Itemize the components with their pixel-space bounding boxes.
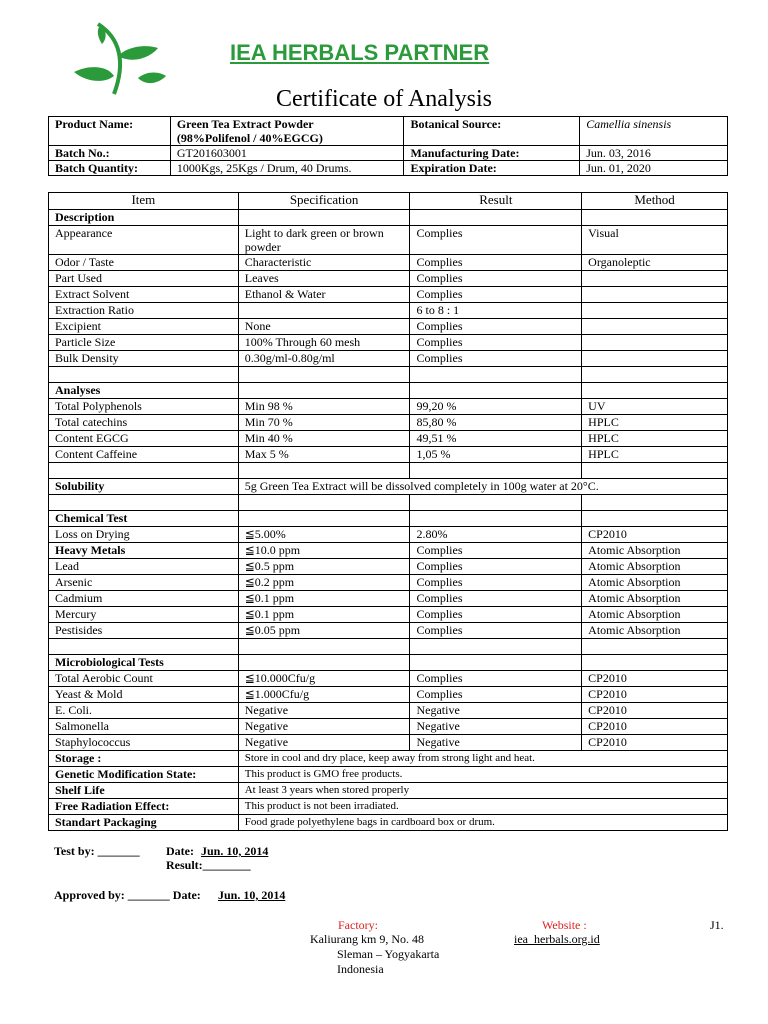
footer-row-value: This product is GMO free products. xyxy=(238,767,727,783)
mfg-date-label: Manufacturing Date: xyxy=(404,146,580,161)
table-cell: Complies xyxy=(410,335,582,351)
table-cell: Bulk Density xyxy=(49,351,239,367)
blank-cell xyxy=(410,383,582,399)
botanical-value: Camellia sinensis xyxy=(580,117,728,146)
table-cell: Part Used xyxy=(49,271,239,287)
botanical-label: Botanical Source: xyxy=(404,117,580,146)
table-cell: Light to dark green or brown powder xyxy=(238,226,410,255)
table-cell xyxy=(582,335,728,351)
table-cell: CP2010 xyxy=(582,703,728,719)
table-cell: Atomic Absorption xyxy=(582,591,728,607)
table-cell: Complies xyxy=(410,671,582,687)
solubility-label: Solubility xyxy=(49,479,239,495)
blank-cell xyxy=(410,210,582,226)
table-cell: Excipient xyxy=(49,319,239,335)
table-row xyxy=(49,591,728,607)
blank-cell xyxy=(238,511,410,527)
blank-cell xyxy=(49,495,239,511)
table-cell: Complies xyxy=(410,543,582,559)
table-cell: Lead xyxy=(49,559,239,575)
table-row xyxy=(49,575,728,591)
blank-cell xyxy=(410,495,582,511)
blank-cell xyxy=(582,210,728,226)
blank-cell xyxy=(410,655,582,671)
table-cell: Appearance xyxy=(49,226,239,255)
product-name-line1: Green Tea Extract Powder xyxy=(176,117,314,131)
section-title-row xyxy=(49,210,728,226)
table-cell: Atomic Absorption xyxy=(582,607,728,623)
table-row xyxy=(49,527,728,543)
batch-qty-value: 1000Kgs, 25Kgs / Drum, 40 Drums. xyxy=(170,161,404,176)
table-row xyxy=(49,351,728,367)
table-cell: ≦0.1 ppm xyxy=(238,607,410,623)
footer-row-value: Store in cool and dry place, keep away from strong light and heat. xyxy=(238,751,727,767)
product-name-line2: (98%Polifenol / 40%EGCG) xyxy=(176,131,323,145)
table-cell: Complies xyxy=(410,287,582,303)
blank-cell xyxy=(582,495,728,511)
table-cell: HPLC xyxy=(582,447,728,463)
blank-cell xyxy=(582,367,728,383)
exp-date-label: Expiration Date: xyxy=(404,161,580,176)
table-cell: UV xyxy=(582,399,728,415)
table-cell: Negative xyxy=(410,703,582,719)
column-header: Method xyxy=(582,193,728,210)
table-row xyxy=(49,431,728,447)
table-cell: 100% Through 60 mesh xyxy=(238,335,410,351)
table-row xyxy=(49,719,728,735)
blank-cell xyxy=(49,367,239,383)
test-date-label: Date: xyxy=(166,844,194,858)
blank-cell xyxy=(410,367,582,383)
table-cell: Complies xyxy=(410,607,582,623)
test-date-value: Jun. 10, 2014 xyxy=(201,844,269,858)
table-row xyxy=(49,623,728,639)
blank-row xyxy=(49,495,728,511)
table-row xyxy=(49,687,728,703)
table-cell: Staphylococcus xyxy=(49,735,239,751)
table-cell: Heavy Metals xyxy=(49,543,239,559)
table-row xyxy=(49,271,728,287)
table-cell xyxy=(582,319,728,335)
table-row xyxy=(49,335,728,351)
table-cell: HPLC xyxy=(582,415,728,431)
blank-cell xyxy=(238,655,410,671)
table-cell: Particle Size xyxy=(49,335,239,351)
table-row xyxy=(49,319,728,335)
table-cell: Pestisides xyxy=(49,623,239,639)
table-cell: Negative xyxy=(410,719,582,735)
footer-row xyxy=(49,799,728,815)
section-title-row xyxy=(49,655,728,671)
table-cell: Content EGCG xyxy=(49,431,239,447)
table-row xyxy=(49,543,728,559)
footer-row-value: This product is not been irradiated. xyxy=(238,799,727,815)
table-cell: 0.30g/ml-0.80g/ml xyxy=(238,351,410,367)
blank-cell xyxy=(410,639,582,655)
table-cell: CP2010 xyxy=(582,671,728,687)
table-cell: Complies xyxy=(410,687,582,703)
website-link[interactable]: iea_herbals.org.id xyxy=(514,932,600,946)
table-cell: Min 98 % xyxy=(238,399,410,415)
table-cell: Odor / Taste xyxy=(49,255,239,271)
table-cell: HPLC xyxy=(582,431,728,447)
table-cell: Atomic Absorption xyxy=(582,559,728,575)
table-cell: Complies xyxy=(410,351,582,367)
table-cell: Leaves xyxy=(238,271,410,287)
footer-row-label: Shelf Life xyxy=(49,783,239,799)
table-cell: E. Coli. xyxy=(49,703,239,719)
table-header-row xyxy=(49,193,728,210)
footer-row xyxy=(49,783,728,799)
table-row xyxy=(49,287,728,303)
table-cell: ≦1.000Cfu/g xyxy=(238,687,410,703)
footer-row xyxy=(49,751,728,767)
blank-cell xyxy=(238,210,410,226)
section-title-row xyxy=(49,511,728,527)
table-cell: ≦0.2 ppm xyxy=(238,575,410,591)
table-cell: Complies xyxy=(410,319,582,335)
blank-row xyxy=(49,367,728,383)
footer-row-label: Storage : xyxy=(49,751,239,767)
table-cell: Complies xyxy=(410,559,582,575)
table-cell: CP2010 xyxy=(582,735,728,751)
blank-cell xyxy=(582,463,728,479)
blank-cell xyxy=(49,463,239,479)
table-cell: Total Aerobic Count xyxy=(49,671,239,687)
table-cell: ≦5.00% xyxy=(238,527,410,543)
solubility-value: 5g Green Tea Extract will be dissolved completely in 100g water at 20°C. xyxy=(238,479,727,495)
factory-address-3: Indonesia xyxy=(337,962,384,976)
table-cell: Min 70 % xyxy=(238,415,410,431)
blank-cell xyxy=(582,511,728,527)
batch-no-label: Batch No.: xyxy=(49,146,171,161)
table-cell: CP2010 xyxy=(582,527,728,543)
analysis-table xyxy=(48,192,728,831)
column-header: Result xyxy=(410,193,582,210)
table-cell: Negative xyxy=(410,735,582,751)
page-title: Certificate of Analysis xyxy=(276,86,492,112)
table-cell: Min 40 % xyxy=(238,431,410,447)
table-cell: Extract Solvent xyxy=(49,287,239,303)
table-cell: 2.80% xyxy=(410,527,582,543)
section-title: Microbiological Tests xyxy=(49,655,239,671)
table-cell: Complies xyxy=(410,226,582,255)
solubility-row xyxy=(49,479,728,495)
table-row xyxy=(49,703,728,719)
section-title-row xyxy=(49,383,728,399)
blank-cell xyxy=(238,639,410,655)
leaf-logo-icon xyxy=(68,18,168,96)
table-cell: 6 to 8 : 1 xyxy=(410,303,582,319)
table-cell: Negative xyxy=(238,719,410,735)
table-cell: ≦0.05 ppm xyxy=(238,623,410,639)
test-by: Test by: _______ xyxy=(54,844,140,858)
table-row xyxy=(49,303,728,319)
table-cell xyxy=(582,287,728,303)
table-cell: Characteristic xyxy=(238,255,410,271)
section-title: Analyses xyxy=(49,383,239,399)
blank-cell xyxy=(49,639,239,655)
product-name-label: Product Name: xyxy=(49,117,171,146)
company-name: IEA HERBALS PARTNER xyxy=(230,40,490,65)
blank-cell xyxy=(582,383,728,399)
footer-row xyxy=(49,815,728,831)
table-cell: None xyxy=(238,319,410,335)
table-row xyxy=(49,255,728,271)
batch-qty-label: Batch Quantity: xyxy=(49,161,171,176)
blank-cell xyxy=(238,367,410,383)
table-cell: Content Caffeine xyxy=(49,447,239,463)
table-row xyxy=(49,447,728,463)
table-cell: Cadmium xyxy=(49,591,239,607)
table-cell: Negative xyxy=(238,735,410,751)
table-cell: Complies xyxy=(410,623,582,639)
table-cell: Organoleptic xyxy=(582,255,728,271)
table-cell: Arsenic xyxy=(49,575,239,591)
footer-row-label: Standart Packaging xyxy=(49,815,239,831)
table-row xyxy=(49,415,728,431)
exp-date-value: Jun. 01, 2020 xyxy=(580,161,728,176)
table-cell: Complies xyxy=(410,591,582,607)
page-ref: J1. xyxy=(710,918,724,932)
table-cell: Yeast & Mold xyxy=(49,687,239,703)
table-cell: Atomic Absorption xyxy=(582,623,728,639)
table-cell: Total Polyphenols xyxy=(49,399,239,415)
table-cell: Extraction Ratio xyxy=(49,303,239,319)
table-cell: CP2010 xyxy=(582,687,728,703)
table-cell: CP2010 xyxy=(582,719,728,735)
table-cell: 85,80 % xyxy=(410,415,582,431)
blank-cell xyxy=(238,383,410,399)
blank-row xyxy=(49,639,728,655)
table-cell: Mercury xyxy=(49,607,239,623)
blank-cell xyxy=(410,511,582,527)
table-row xyxy=(49,735,728,751)
table-cell xyxy=(238,303,410,319)
table-cell: ≦0.5 ppm xyxy=(238,559,410,575)
footer-row-value: At least 3 years when stored properly xyxy=(238,783,727,799)
table-cell: Ethanol & Water xyxy=(238,287,410,303)
table-cell: Max 5 % xyxy=(238,447,410,463)
table-row xyxy=(49,671,728,687)
column-header: Specification xyxy=(238,193,410,210)
footer-row-label: Genetic Modification State: xyxy=(49,767,239,783)
batch-no-value: GT201603001 xyxy=(170,146,404,161)
table-row xyxy=(49,607,728,623)
section-title: Description xyxy=(49,210,239,226)
table-cell: Complies xyxy=(410,575,582,591)
table-cell: Complies xyxy=(410,271,582,287)
table-cell: Loss on Drying xyxy=(49,527,239,543)
blank-cell xyxy=(238,463,410,479)
product-name-value xyxy=(170,117,404,146)
table-cell: ≦0.1 ppm xyxy=(238,591,410,607)
table-cell xyxy=(582,351,728,367)
table-cell: 1,05 % xyxy=(410,447,582,463)
table-cell: Negative xyxy=(238,703,410,719)
factory-address-1: Kaliurang km 9, No. 48 xyxy=(310,932,424,946)
table-cell: Total catechins xyxy=(49,415,239,431)
approved-date-value: Jun. 10, 2014 xyxy=(218,888,286,902)
footer-row-value: Food grade polyethylene bags in cardboard box or drum. xyxy=(238,815,727,831)
mfg-date-value: Jun. 03, 2016 xyxy=(580,146,728,161)
table-cell xyxy=(582,303,728,319)
table-row xyxy=(49,226,728,255)
approved-by: Approved by: _______ Date: xyxy=(54,888,201,902)
table-row xyxy=(49,559,728,575)
blank-cell xyxy=(410,463,582,479)
footer-row xyxy=(49,767,728,783)
table-cell: Visual xyxy=(582,226,728,255)
footer-row-label: Free Radiation Effect: xyxy=(49,799,239,815)
table-cell: ≦10.0 ppm xyxy=(238,543,410,559)
table-cell xyxy=(582,271,728,287)
blank-cell xyxy=(582,639,728,655)
blank-cell xyxy=(238,495,410,511)
table-row xyxy=(49,399,728,415)
column-header: Item xyxy=(49,193,239,210)
table-cell: ≦10.000Cfu/g xyxy=(238,671,410,687)
blank-cell xyxy=(582,655,728,671)
section-title: Chemical Test xyxy=(49,511,239,527)
table-cell: Atomic Absorption xyxy=(582,543,728,559)
factory-address-2: Sleman – Yogyakarta xyxy=(337,947,440,961)
table-cell: 99,20 % xyxy=(410,399,582,415)
factory-label: Factory: xyxy=(338,918,378,932)
table-cell: 49,51 % xyxy=(410,431,582,447)
table-cell: Salmonella xyxy=(49,719,239,735)
table-cell: Complies xyxy=(410,255,582,271)
product-info-table xyxy=(48,116,728,176)
blank-row xyxy=(49,463,728,479)
table-cell: Atomic Absorption xyxy=(582,575,728,591)
result-line: Result:________ xyxy=(166,858,251,872)
website-label: Website : xyxy=(542,918,587,932)
